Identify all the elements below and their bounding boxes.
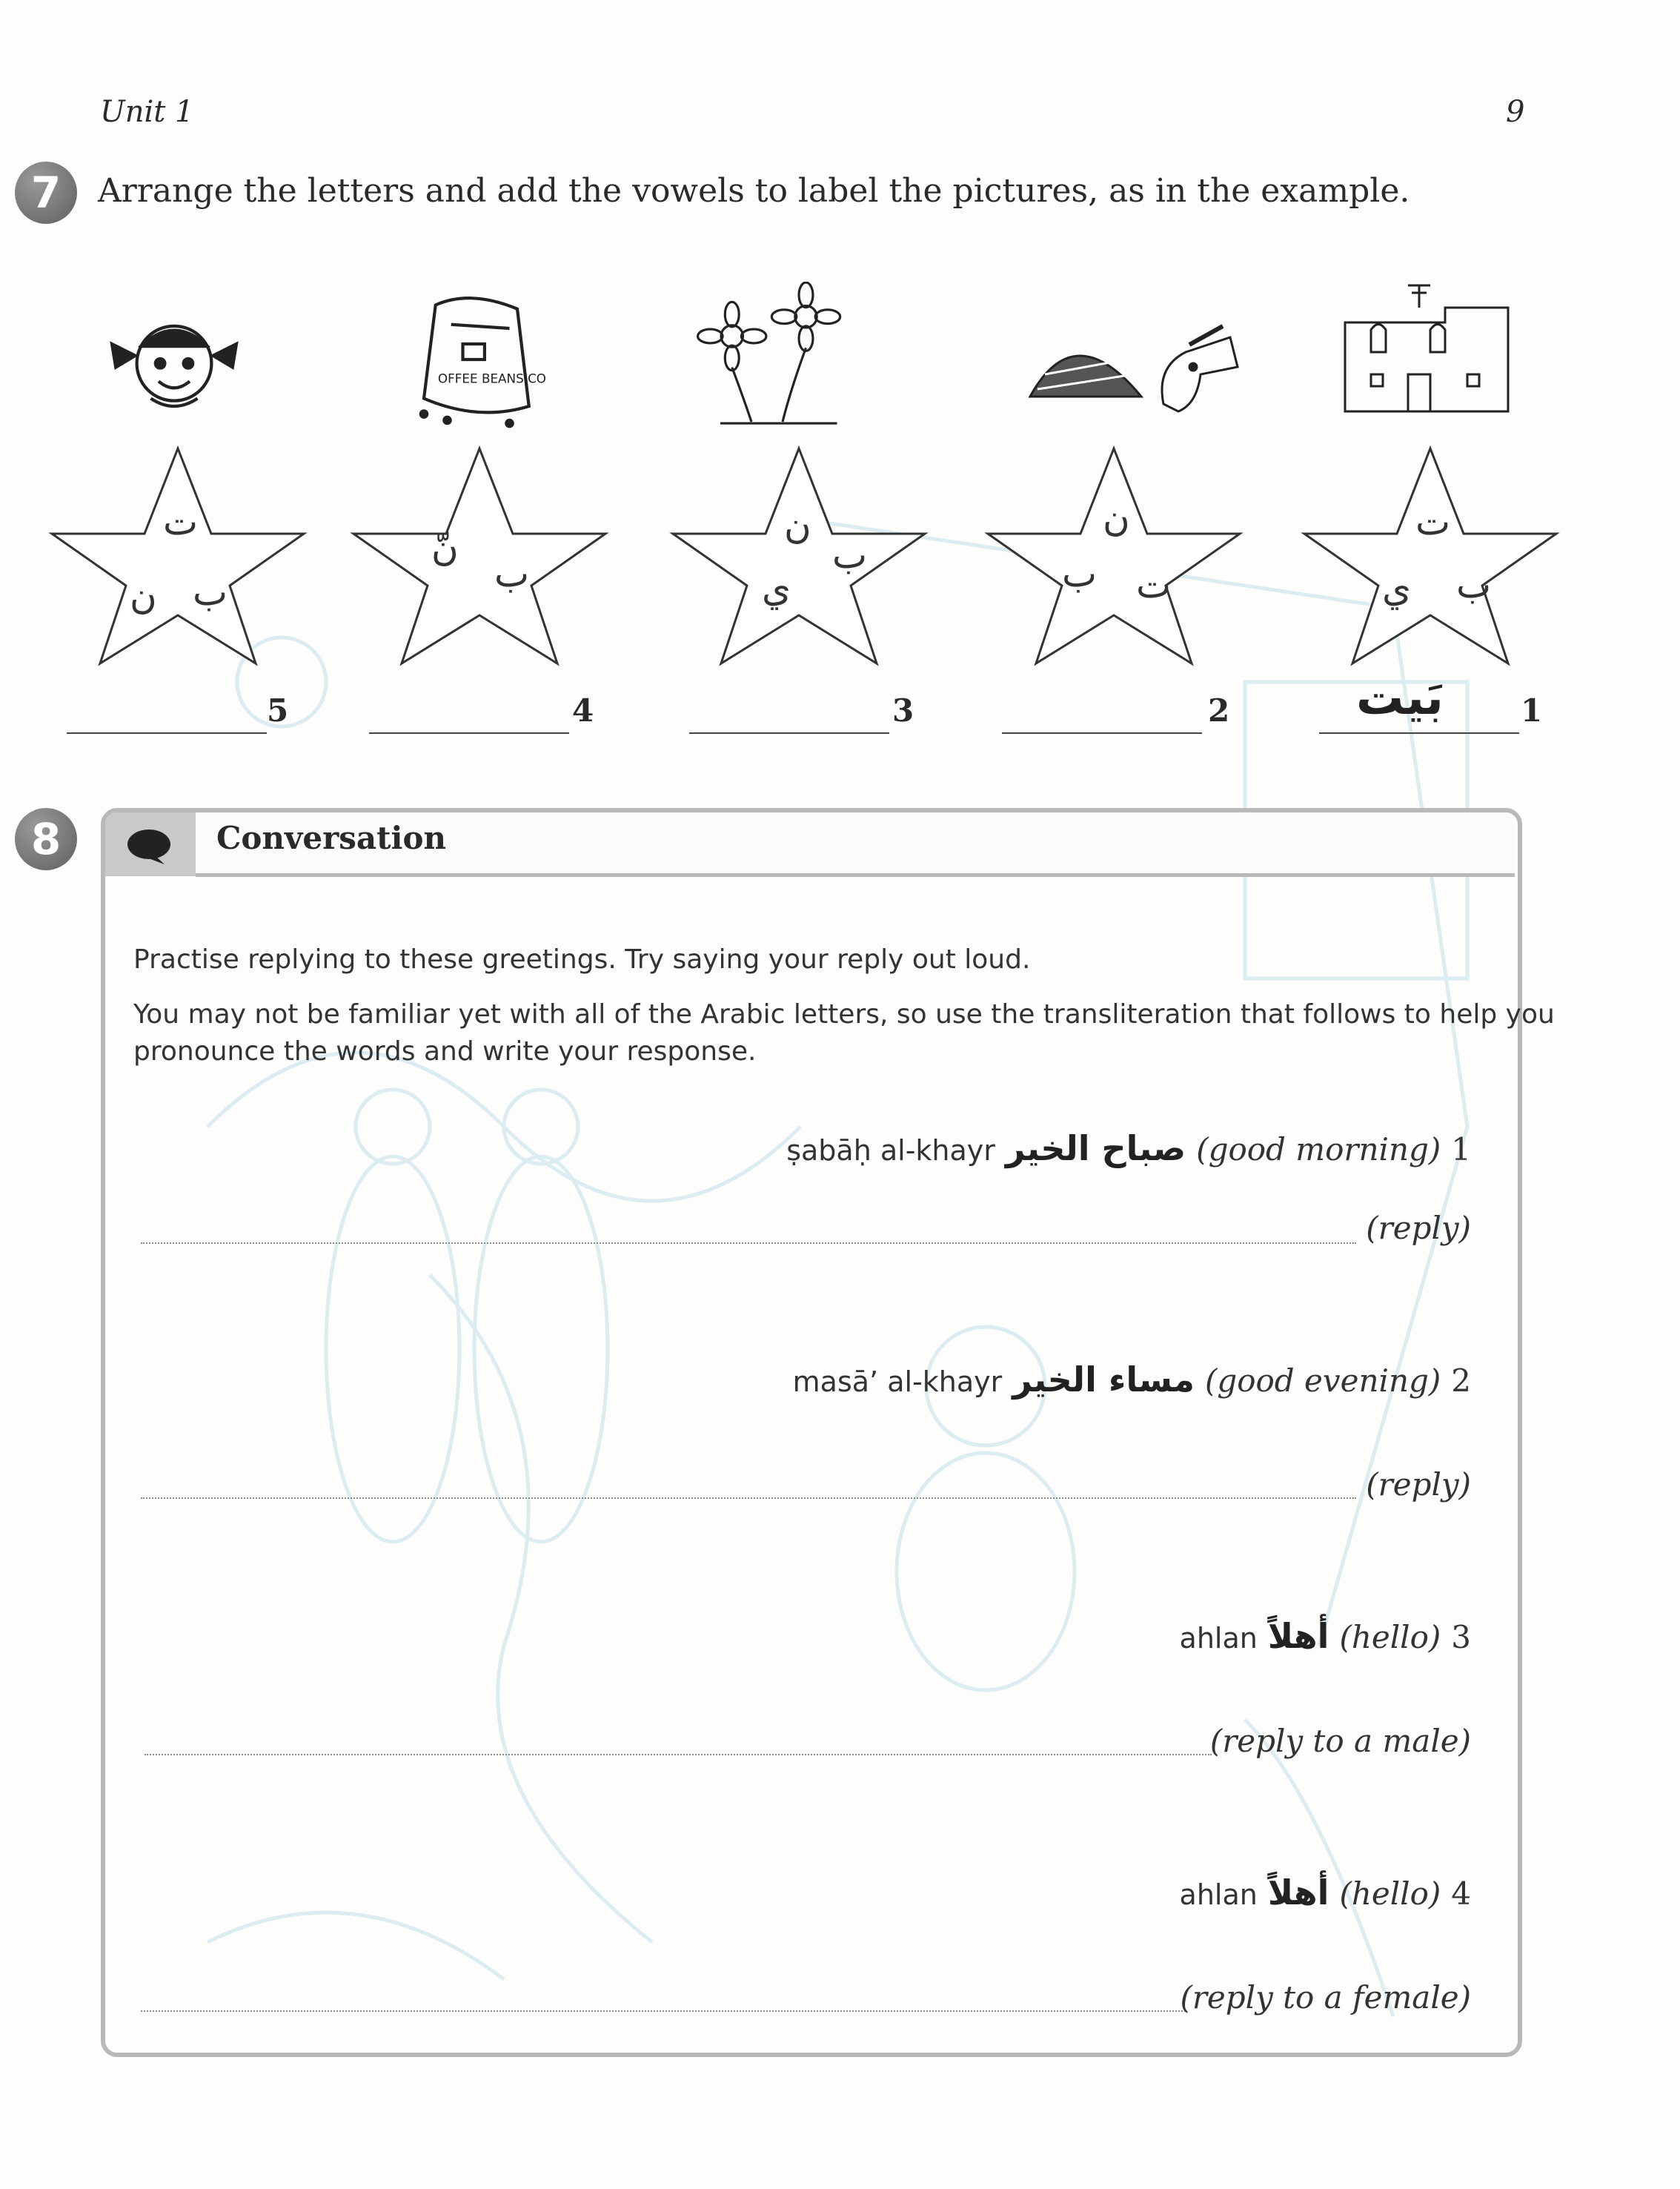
arabic-greeting: أهلاً	[1267, 1872, 1329, 1913]
item-number: 3	[1451, 1619, 1471, 1655]
answer-line[interactable]	[67, 732, 267, 734]
answer-number: 1	[1521, 692, 1543, 729]
hay-and-horse-icon	[1015, 282, 1252, 437]
exercise-number-badge: 7	[15, 162, 77, 224]
star-letter: ب	[494, 552, 530, 595]
star-letter: ب	[193, 571, 228, 614]
reply-input-line[interactable]	[141, 1242, 1356, 1244]
greeting-item	[1180, 1872, 1471, 1913]
star-letter: ت	[1415, 500, 1451, 543]
star-letter: ي	[762, 567, 791, 610]
instruction-text: Practise replying to these greetings. Try saying your reply out loud.	[133, 944, 1031, 975]
transliteration: ṣabāḥ al-khayr	[786, 1134, 995, 1167]
page-number: 9	[1506, 95, 1525, 129]
answer-line[interactable]	[1002, 732, 1202, 734]
reply-label: (reply)	[1366, 1210, 1471, 1246]
girl-face-icon	[96, 282, 252, 437]
transliteration: ahlan	[1179, 1622, 1258, 1655]
letter-star-3	[662, 445, 936, 667]
item-number: 2	[1451, 1362, 1471, 1399]
reply-label: (reply to a male)	[1209, 1723, 1471, 1759]
star-letter: ي	[1382, 567, 1412, 610]
exercise-instruction: Arrange the letters and add the vowels to label the pictures, as in the example.	[98, 172, 1410, 210]
transliteration: masā’ al-khayr	[792, 1365, 1003, 1398]
speech-bubble-icon	[126, 828, 172, 865]
star-letter: ت	[163, 500, 199, 543]
greeting-item	[793, 1360, 1471, 1400]
english-gloss: (good evening)	[1204, 1362, 1441, 1399]
answer-number: 4	[572, 692, 594, 729]
example-answer: بَيت	[1356, 671, 1444, 726]
item-number: 4	[1451, 1875, 1471, 1912]
arabic-greeting: صباح الخير	[1005, 1128, 1186, 1168]
letter-star-5	[41, 445, 315, 667]
english-gloss: (hello)	[1339, 1619, 1441, 1655]
english-gloss: (good morning)	[1196, 1131, 1441, 1168]
answer-line[interactable]	[689, 732, 889, 734]
star-letter: ب	[1062, 552, 1098, 595]
arabic-greeting: مساء الخير	[1012, 1360, 1195, 1400]
letter-star-1	[1293, 445, 1567, 667]
reply-input-line[interactable]	[141, 2010, 1186, 2012]
letter-star-4	[342, 445, 617, 667]
answer-line[interactable]	[369, 732, 569, 734]
answer-number: 5	[267, 692, 289, 729]
answer-line	[1319, 732, 1519, 734]
answer-number: 3	[892, 692, 914, 729]
arabic-greeting: أهلاً	[1267, 1616, 1329, 1656]
star-letter: ن	[1103, 497, 1130, 540]
house-icon	[1334, 274, 1519, 430]
transliteration: ahlan	[1179, 1878, 1258, 1911]
instruction-text: You may not be familiar yet with all of the Arabic letters, so use the transliteration that follows to help you	[133, 999, 1555, 1030]
reply-input-line[interactable]	[141, 1497, 1356, 1499]
reply-label: (reply to a female)	[1180, 1979, 1471, 2016]
greeting-item	[1180, 1616, 1471, 1656]
star-letter: ب	[832, 534, 868, 577]
item-number: 1	[1451, 1131, 1471, 1168]
english-gloss: (hello)	[1339, 1875, 1441, 1912]
instruction-text: pronounce the words and write your response.	[133, 1036, 757, 1067]
reply-input-line[interactable]	[145, 1754, 1212, 1755]
reply-label: (reply)	[1366, 1466, 1471, 1503]
star-letter: ن	[130, 574, 157, 617]
svg-text:OFFEE BEANS.CO: OFFEE BEANS.CO	[437, 371, 547, 386]
section-title: Conversation	[216, 820, 446, 856]
flowers-icon	[689, 282, 845, 437]
letter-star-2	[977, 445, 1251, 667]
conversation-box	[101, 808, 1522, 2057]
unit-label: Unit 1	[100, 95, 194, 129]
star-letter: ت	[1136, 563, 1172, 606]
answer-number: 2	[1208, 692, 1230, 729]
greeting-item	[786, 1128, 1471, 1168]
star-letter: ن	[784, 504, 811, 547]
star-letter: ب	[1456, 563, 1492, 606]
star-letter: نّ	[431, 526, 459, 569]
coffee-bean-sack-icon	[393, 282, 548, 437]
exercise-number-badge: 8	[15, 808, 77, 870]
